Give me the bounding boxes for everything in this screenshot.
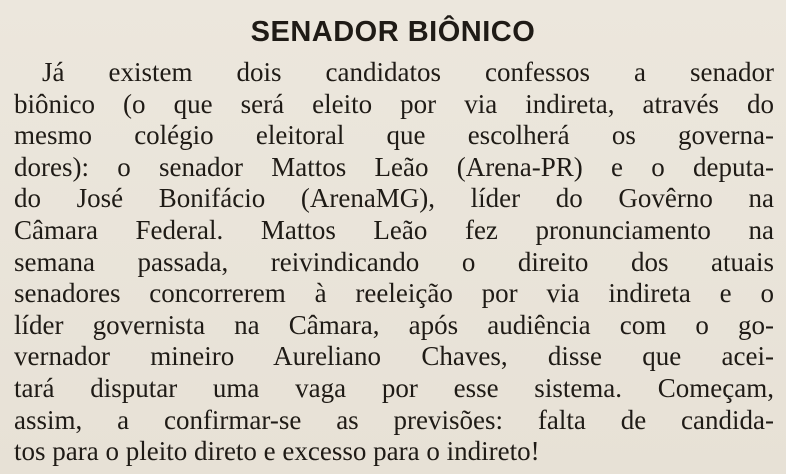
article-line: tos para o pleito direto e excesso para o indireto!: [14, 436, 540, 467]
article-title: SENADOR BIÔNICO: [250, 16, 536, 48]
article-line: dores): o senador Mattos Leão (Arena-PR) e o deputa-: [14, 151, 774, 182]
article-line: vernador mineiro Aureliano Chaves, disse que acei-: [14, 341, 774, 372]
article-line: Já existem dois candidatos confessos a senador: [42, 57, 774, 87]
article-line: mesmo colégio eleitoral que escolherá os governa-: [14, 120, 774, 151]
article-line: semana passada, reivindicando o direito dos atuais: [14, 246, 774, 277]
article-line: do José Bonifácio (ArenaMG), líder do Govêrno na: [14, 183, 774, 214]
article-line: assim, a confirmar-se as previsões: falta de candida-: [14, 404, 774, 435]
article-line: biônico (o que será eleito por via indireta, através do: [14, 88, 774, 119]
article-line: líder governista na Câmara, após audiência com o go-: [14, 309, 774, 340]
article-body: [14, 57, 774, 468]
article-line: senadores concorrerem à reeleição por via indireta e o: [14, 278, 774, 309]
article-line: tará disputar uma vaga por esse sistema. Começam,: [14, 372, 774, 403]
article-line: Câmara Federal. Mattos Leão fez pronunciamento na: [14, 214, 774, 245]
